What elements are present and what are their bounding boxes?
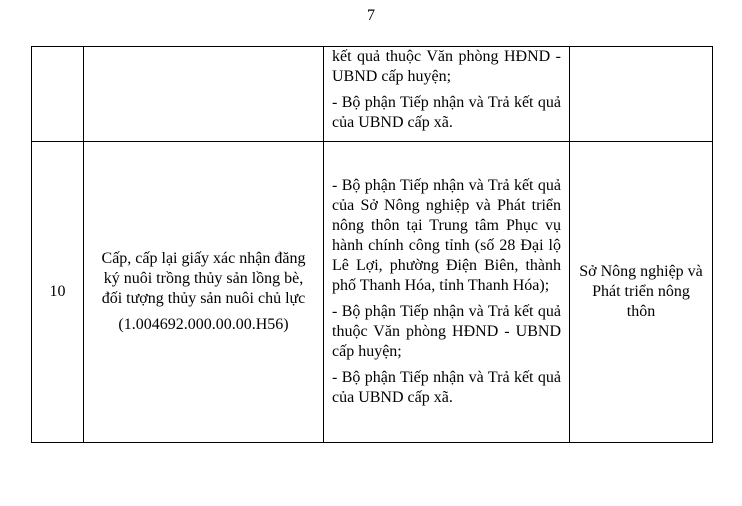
procedure-code: (1.004692.000.00.00.H56) (118, 316, 289, 333)
table-row (32, 142, 713, 443)
stt-cell: 10 (32, 142, 84, 443)
submission-place-item: - Bộ phận Tiếp nhận và Trả kết quả thuộc Văn phòng HĐND - UBND cấp huyện; (332, 303, 561, 360)
stt-cell (32, 47, 84, 142)
agency-cell (570, 47, 713, 142)
table-row (32, 47, 713, 142)
submission-place-cell (324, 142, 570, 443)
submission-place-item: - Bộ phận Tiếp nhận và Trả kết quả của Sở Nông nghiệp và Phát triển nông thôn tại Trung tâm Phục vụ hành chính công tỉnh (số 28 Đại lộ Lê Lợi, phường Điện Biên, thành phố Thanh Hóa, tỉnh Thanh Hóa); (332, 177, 561, 294)
submission-place-cell (324, 47, 570, 142)
procedure-name-cell (84, 47, 324, 142)
page-number: 7 (367, 7, 375, 24)
procedure-name-cell (84, 142, 324, 443)
procedure-table (31, 46, 713, 443)
agency-cell: Sở Nông nghiệp và Phát triển nông thôn (570, 142, 713, 443)
submission-place-item: - Bộ phận Tiếp nhận và Trả kết quả của UBND cấp xã. (332, 94, 561, 131)
submission-place-item: - Bộ phận Tiếp nhận và Trả kết quả của UBND cấp xã. (332, 369, 561, 406)
submission-place-item: kết quả thuộc Văn phòng HĐND - UBND cấp huyện; (332, 48, 561, 85)
procedure-name: Cấp, cấp lại giấy xác nhận đăng ký nuôi trồng thủy sản lồng bè, đối tượng thủy sản nuôi chủ lực (101, 250, 306, 307)
